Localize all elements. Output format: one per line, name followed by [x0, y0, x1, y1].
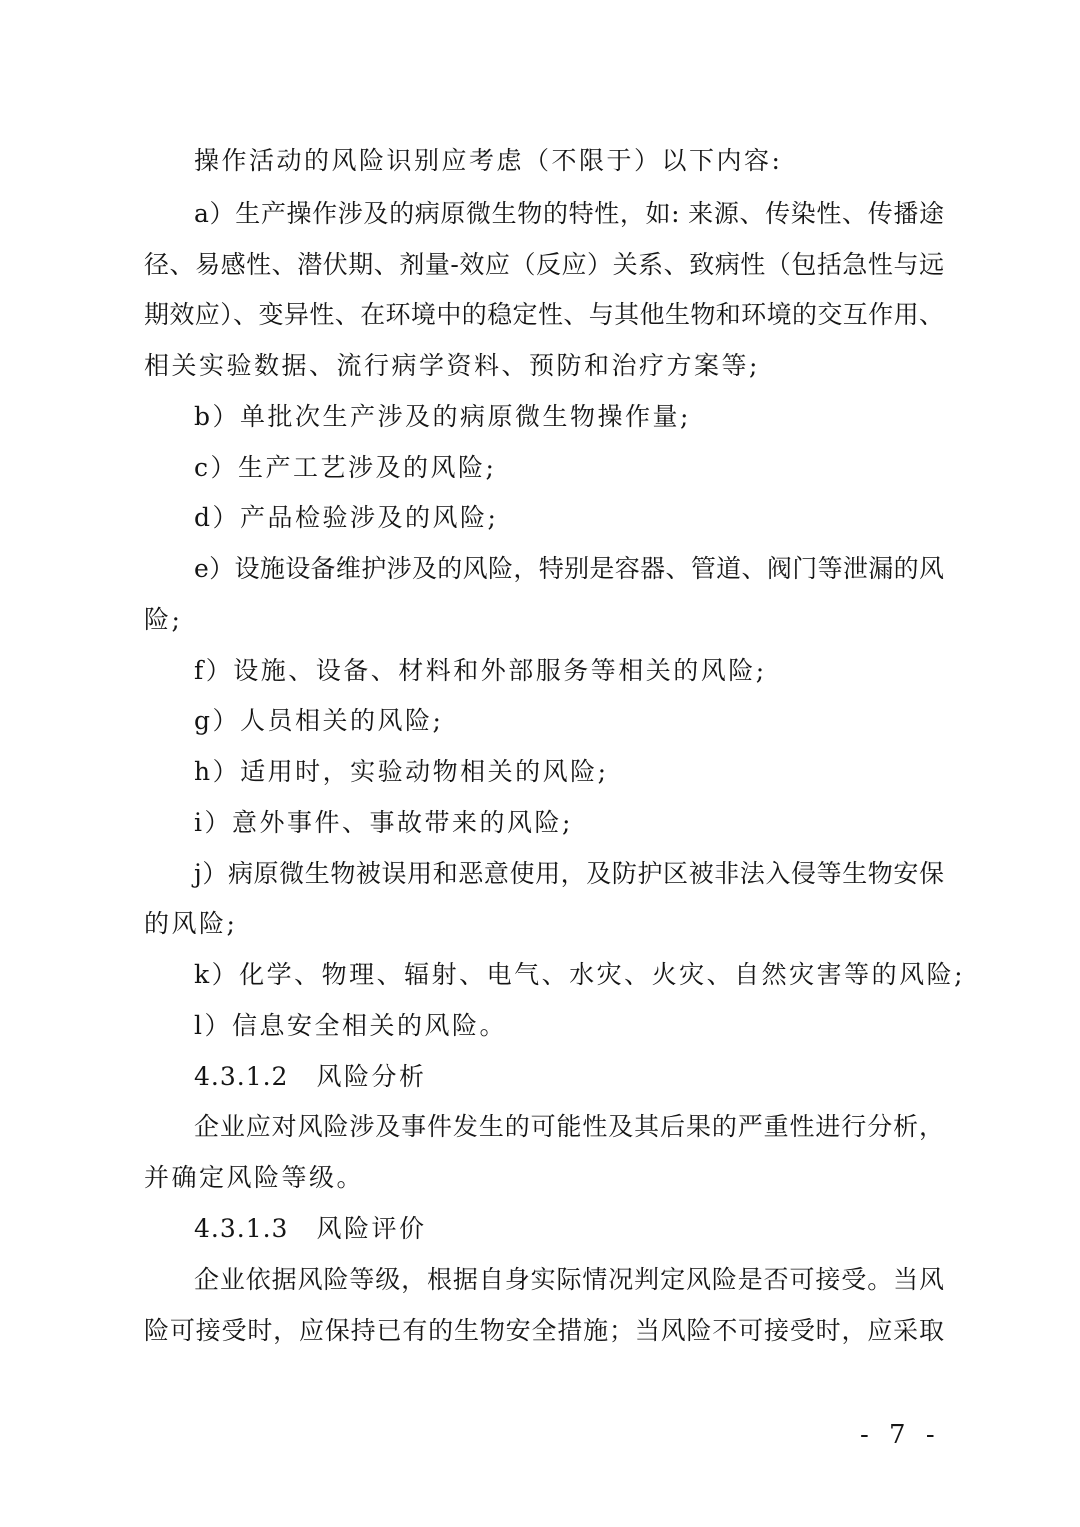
section-title: 风险评价	[316, 1214, 427, 1243]
item-a-line-4: 相关实验数据、流行病学资料、预防和治疗方案等;	[144, 351, 760, 380]
item-a-line-2: 径、易感性、潜伏期、剂量-效应（反应）关系、致病性（包括急性与远	[144, 250, 944, 279]
section-number: 4.3.1.2	[194, 1062, 289, 1091]
section-heading-risk-analysis	[194, 1062, 944, 1092]
item-i: i）意外事件、事故带来的风险;	[194, 808, 573, 837]
item-e-line-1: e）设施设备维护涉及的风险，特别是容器、管道、阀门等泄漏的风	[194, 554, 944, 583]
item-b: b）单批次生产涉及的病原微生物操作量;	[194, 402, 691, 431]
evaluation-line-1: 企业依据风险等级，根据自身实际情况判定风险是否可接受。当风	[194, 1265, 944, 1294]
item-j-line-2: 的风险;	[144, 909, 238, 938]
item-d: d）产品检验涉及的风险;	[194, 503, 499, 532]
evaluation-line-2: 险可接受时，应保持已有的生物安全措施；当风险不可接受时，应采取	[144, 1316, 944, 1345]
item-l: l）信息安全相关的风险。	[194, 1011, 507, 1040]
item-c: c）生产工艺涉及的风险;	[194, 453, 497, 482]
item-a-line-1: a）生产操作涉及的病原微生物的特性，如: 来源、传染性、传播途	[194, 199, 944, 228]
section-heading-risk-evaluation	[194, 1214, 944, 1244]
item-g: g）人员相关的风险;	[194, 706, 444, 735]
item-h: h）适用时，实验动物相关的风险;	[194, 757, 609, 786]
section-title: 风险分析	[316, 1062, 427, 1091]
item-f: f）设施、设备、材料和外部服务等相关的风险;	[194, 656, 767, 685]
analysis-line-2: 并确定风险等级。	[144, 1163, 365, 1192]
item-k: k）化学、物理、辐射、电气、水灾、火灾、自然灾害等的风险;	[194, 960, 966, 989]
item-j-line-1: j）病原微生物被误用和恶意使用，及防护区被非法入侵等生物安保	[194, 859, 944, 888]
section-number: 4.3.1.3	[194, 1214, 289, 1243]
analysis-line-1: 企业应对风险涉及事件发生的可能性及其后果的严重性进行分析，	[194, 1112, 944, 1141]
intro-line: 操作活动的风险识别应考虑（不限于）以下内容:	[194, 146, 783, 175]
item-a-line-3: 期效应）、变异性、在环境中的稳定性、与其他生物和环境的交互作用、	[144, 300, 944, 329]
page-number: - 7 -	[860, 1420, 941, 1450]
item-e-line-2: 险;	[144, 605, 183, 634]
